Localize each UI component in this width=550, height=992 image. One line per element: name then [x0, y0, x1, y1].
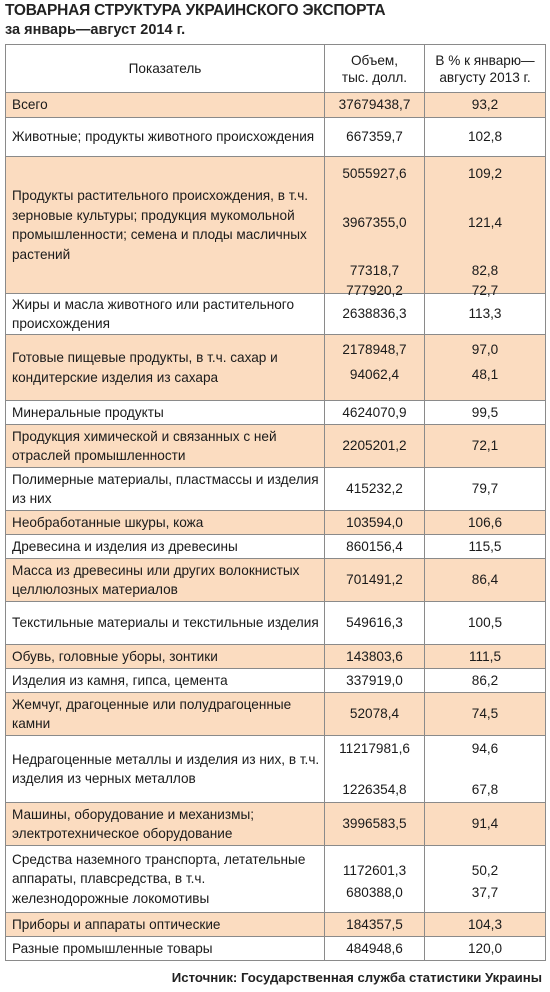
row-label: Продукты растительного происхождения, в т.ч. зерновые культуры; продукция мукомольной промышленности; семена и плоды масличных растений: [6, 157, 325, 294]
row-label: Недрагоценные металлы и изделия из них, в т.ч. изделия из черных металлов: [6, 736, 325, 803]
table-row: [6, 468, 546, 511]
percent-value: 86,4: [471, 572, 499, 588]
volume-value: 701491,2: [346, 572, 403, 588]
row-label: Минеральные продукты: [6, 401, 325, 425]
volume-value: 4624070,9: [342, 404, 407, 420]
row-label: Разные промышленные товары: [6, 937, 325, 961]
percent-cell: [425, 602, 546, 645]
table-row: [6, 645, 546, 669]
table-row: [6, 335, 546, 401]
volume-value: 1226354,8: [342, 781, 407, 797]
percent-value: 86,2: [471, 672, 499, 688]
percent-cell: [425, 401, 546, 425]
volume-value: 5055927,6: [342, 165, 407, 181]
volume-value: 680388,0: [346, 884, 403, 900]
percent-value: 121,4: [467, 214, 503, 230]
percent-value: 93,2: [471, 97, 499, 113]
table-row: [6, 401, 546, 425]
percent-value: 37,7: [471, 884, 499, 900]
row-label: Полимерные материалы, пластмассы и изделия из них: [6, 468, 325, 511]
volume-cell: [325, 93, 425, 118]
percent-cell: [425, 803, 546, 846]
export-structure-table: [5, 44, 546, 961]
table-row: [6, 736, 546, 803]
table-subtitle: за январь—август 2014 г.: [5, 22, 186, 38]
volume-cell: [325, 559, 425, 602]
percent-cell: [425, 846, 546, 913]
percent-cell: [425, 93, 546, 118]
volume-value: 52078,4: [349, 706, 400, 722]
percent-cell: [425, 335, 546, 401]
volume-value: 1172601,3: [342, 862, 407, 878]
volume-cell: [325, 468, 425, 511]
table-row: [6, 937, 546, 961]
row-label: Животные; продукты животного происхождения: [6, 118, 325, 157]
percent-value: 79,7: [471, 481, 499, 497]
row-label: Средства наземного транспорта, летательные аппараты, плавсредства, в т.ч. железнодорожные локомотивы: [6, 846, 325, 913]
percent-value: 67,8: [471, 781, 499, 797]
volume-cell: [325, 118, 425, 157]
percent-value: 74,5: [471, 706, 499, 722]
percent-cell: [425, 535, 546, 559]
table-row: [6, 535, 546, 559]
volume-cell: [325, 157, 425, 298]
percent-cell: [425, 693, 546, 736]
volume-cell: [325, 645, 425, 669]
volume-value: 667359,7: [346, 129, 403, 145]
row-label: Текстильные материалы и текстильные изделия: [6, 602, 325, 645]
column-header-percent: В % к январю— августу 2013 г.: [425, 45, 546, 93]
row-label: Изделия из камня, гипса, цемента: [6, 669, 325, 693]
volume-value: 2178948,7: [342, 341, 407, 357]
volume-value: 3967355,0: [342, 214, 407, 230]
table-row: [6, 425, 546, 468]
volume-cell: [325, 846, 425, 913]
volume-value: 184357,5: [346, 916, 403, 932]
volume-cell: [325, 913, 425, 937]
percent-value: 50,2: [471, 862, 499, 878]
volume-value: 337919,0: [346, 672, 403, 688]
percent-value: 94,6: [471, 740, 499, 756]
volume-value: 415232,2: [346, 481, 403, 497]
percent-cell: [425, 645, 546, 669]
percent-value: 113,3: [468, 306, 502, 322]
volume-cell: [325, 736, 425, 803]
volume-value: 3996583,5: [342, 816, 407, 832]
row-label: Приборы и аппараты оптические: [6, 913, 325, 937]
row-label: Масса из древесины или других волокнистых целлюлозных материалов: [6, 559, 325, 602]
table-row: [6, 602, 546, 645]
percent-value: 104,3: [467, 916, 503, 932]
volume-cell: [325, 669, 425, 693]
volume-value: 103594,0: [346, 514, 403, 530]
table-row: [6, 118, 546, 157]
volume-cell: [325, 335, 425, 401]
table-body: [6, 93, 546, 961]
volume-value: 2638836,3: [342, 306, 407, 322]
percent-cell: [425, 511, 546, 535]
table-row: [6, 913, 546, 937]
percent-cell: [425, 468, 546, 511]
table-row: [6, 803, 546, 846]
percent-value: 99,5: [471, 404, 499, 420]
table-row: [6, 669, 546, 693]
percent-value: 97,0: [471, 341, 499, 357]
column-header-indicator: Показатель: [6, 45, 325, 93]
table-row: [6, 511, 546, 535]
volume-value: 143803,6: [346, 648, 403, 664]
table-row: [6, 93, 546, 118]
percent-value: 102,8: [467, 129, 503, 145]
volume-cell: [325, 535, 425, 559]
table-title: ТОВАРНАЯ СТРУКТУРА УКРАИНСКОГО ЭКСПОРТА: [5, 2, 386, 19]
table-header-row: [6, 45, 546, 93]
row-label: Продукция химической и связанных с ней отраслей промышленности: [6, 425, 325, 468]
volume-cell: [325, 401, 425, 425]
percent-value: 48,1: [471, 366, 499, 382]
volume-cell: [325, 511, 425, 535]
row-label: Жемчуг, драгоценные или полудрагоценные камни: [6, 693, 325, 736]
row-label: Необработанные шкуры, кожа: [6, 511, 325, 535]
percent-value: 72,1: [471, 438, 499, 454]
volume-value: 777920,2: [346, 282, 403, 298]
volume-cell: [325, 803, 425, 846]
volume-value: 94062,4: [349, 366, 400, 382]
percent-cell: [425, 736, 546, 803]
volume-cell: [325, 425, 425, 468]
table-row: [6, 846, 546, 913]
percent-value: 115,5: [468, 538, 502, 554]
percent-value: 91,4: [471, 816, 499, 832]
volume-cell: [325, 937, 425, 961]
volume-cell: [325, 602, 425, 645]
row-label: Готовые пищевые продукты, в т.ч. сахар и кондитерские изделия из сахара: [6, 335, 325, 401]
percent-value: 82,8: [471, 262, 499, 278]
percent-cell: [425, 559, 546, 602]
row-label: Древесина и изделия из древесины: [6, 535, 325, 559]
percent-cell: [425, 425, 546, 468]
column-header-volume: Объем, тыс. долл.: [325, 45, 425, 93]
percent-cell: [425, 118, 546, 157]
table-row: [6, 157, 546, 294]
volume-value: 77318,7: [349, 262, 400, 278]
volume-value: 2205201,2: [342, 438, 407, 454]
volume-cell: [325, 693, 425, 736]
percent-value: 111,5: [469, 648, 501, 664]
percent-value: 100,5: [467, 615, 503, 631]
percent-value: 120,0: [467, 940, 503, 956]
row-label: Обувь, головные уборы, зонтики: [6, 645, 325, 669]
volume-value: 549616,3: [346, 615, 403, 631]
source-note: Источник: Государственная служба статистики Украины: [171, 970, 542, 985]
percent-value: 109,2: [467, 165, 503, 181]
row-label: Жиры и масла животного или растительного происхождения: [6, 294, 325, 335]
table-row: [6, 559, 546, 602]
row-label: Всего: [6, 93, 325, 118]
percent-value: 106,6: [467, 514, 503, 530]
volume-value: 37679438,7: [338, 97, 411, 113]
row-label: Машины, оборудование и механизмы; электротехническое оборудование: [6, 803, 325, 846]
table-row: [6, 693, 546, 736]
percent-cell: [425, 669, 546, 693]
percent-value: 72,7: [471, 282, 499, 298]
percent-cell: [425, 913, 546, 937]
percent-cell: [425, 157, 546, 298]
volume-value: 860156,4: [346, 538, 403, 554]
volume-value: 11217981,6: [339, 740, 410, 756]
volume-value: 484948,6: [346, 940, 403, 956]
percent-cell: [425, 937, 546, 961]
